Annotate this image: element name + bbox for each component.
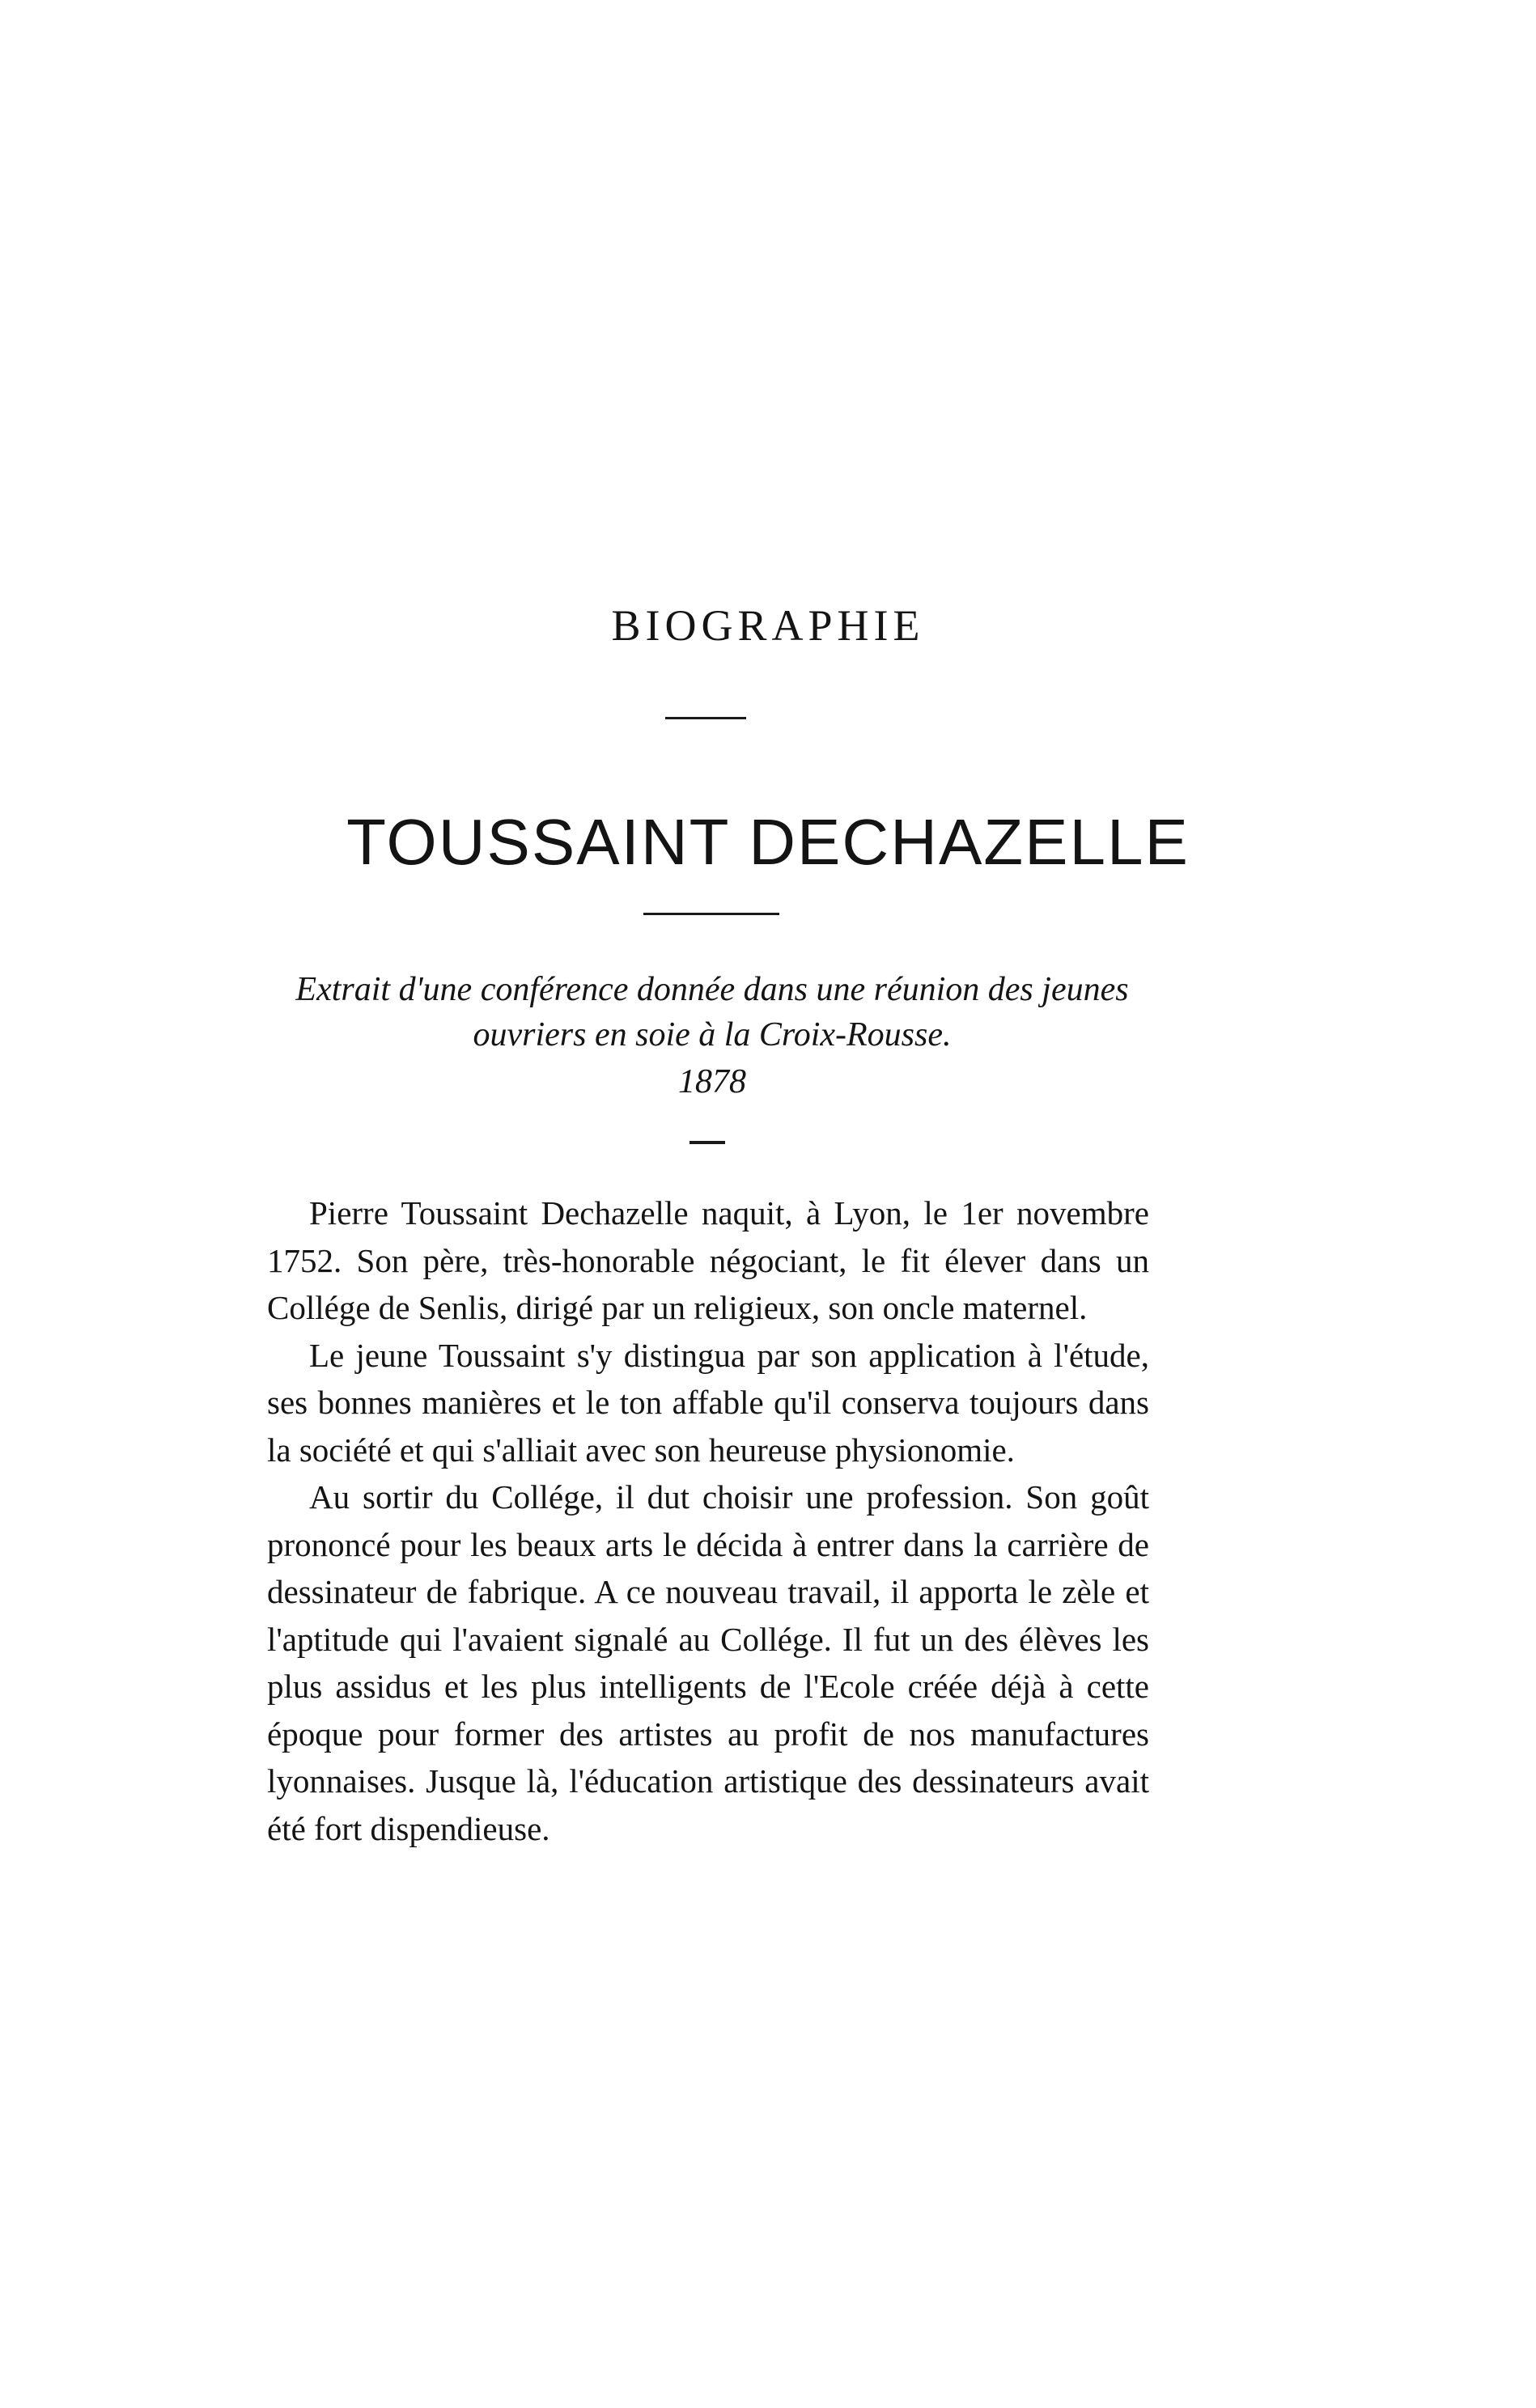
- page-title: TOUSSAINT DECHAZELLE: [346, 806, 1190, 878]
- divider-rule: [643, 913, 779, 915]
- paragraph: Le jeune Toussaint s'y distingua par son application à l'étude, ses bonnes manières et le ton affable qu'il conserva toujours dans la société et qui s'alliait avec son heureuse physionomie.: [267, 1336, 1149, 1469]
- divider-rule: [665, 717, 746, 719]
- paragraph: Au sortir du Collége, il dut choisir une profession. Son goût prononcé pour les beaux arts le décida à entrer dans la carrière de dessinateur de fabrique. A ce nouveau travail, il apporta le zèle et l'aptitude qui l'avaient signalé au Collége. Il fut un des élèves les plus assidus et les plus intelligents de l'Ecole créée déjà à cette époque pour former des artistes au profit de nos manufactures lyonnaises. Jusque là, l'éducation artistique des dessinateurs avait été fort dispendieuse.: [267, 1478, 1149, 1847]
- section-heading: BIOGRAPHIE: [611, 601, 925, 650]
- paragraph: Pierre Toussaint Dechazelle naquit, à Lyon, le 1er novembre 1752. Son père, très-honorable négociant, le fit élever dans un Collége de Senlis, dirigé par un religieux, son oncle maternel.: [267, 1194, 1149, 1326]
- subtitle-text: Extrait d'une conférence donnée dans une réunion des jeunes ouvriers en soie à la Croix-Rousse.: [295, 971, 1129, 1054]
- divider-rule: [690, 1141, 725, 1144]
- subtitle-block: [243, 967, 1182, 1104]
- subtitle-year: 1878: [678, 1063, 746, 1100]
- body-text: [267, 1189, 1149, 1852]
